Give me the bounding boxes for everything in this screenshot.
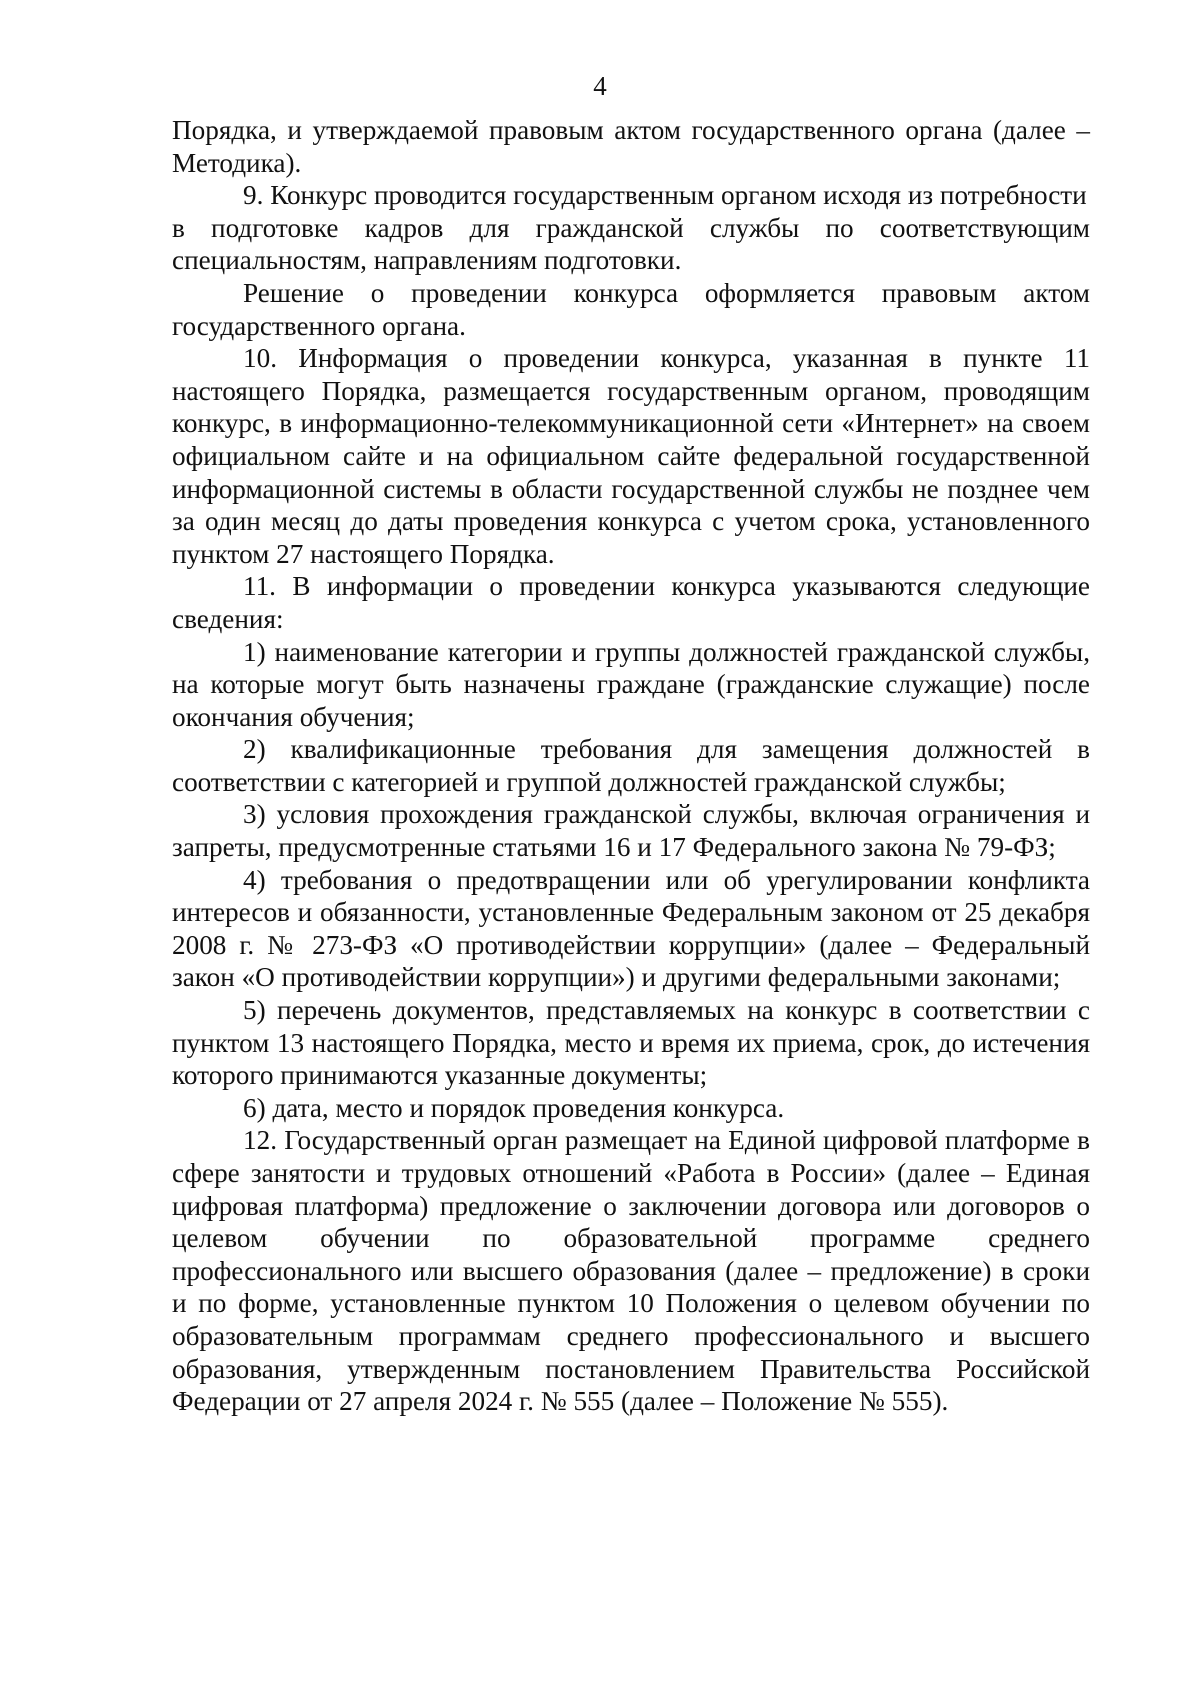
- list-item-1: 1) наименование категории и группы должностей гражданской службы, на которые могут быть назначены граждане (гражданские служащие) после окончания обучения;: [172, 636, 1090, 732]
- list-item-3: 3) условия прохождения гражданской службы, включая ограничения и запреты, предусмотренные статьями 16 и 17 Федерального закона № 79-ФЗ;: [172, 799, 1090, 863]
- paragraph-continuation: Порядка, и утверждаемой правовым актом государственного органа (далее – Методика).: [172, 115, 1090, 178]
- list-item-5: 5) перечень документов, представляемых на конкурс в соответствии с пунктом 13 настоящего Порядка, место и время их приема, срок, до истечения которого принимаются указанные документы;: [172, 995, 1090, 1091]
- list-item-6: 6) дата, место и порядок проведения конкурса.: [243, 1092, 785, 1123]
- paragraph-item-9: 9. Конкурс проводится государственным органом исходя из потребности: [243, 180, 1087, 211]
- paragraph-decision: Решение о проведении конкурса оформляется правовым актом государственного органа.: [172, 277, 1090, 341]
- list-item-2: 2) квалификационные требования для замещения должностей в соответствии с категорией и группой должностей гражданской службы;: [172, 734, 1090, 797]
- paragraph-item-12: 12. Государственный орган размещает на Единой цифровой платформе в сфере занятости и трудовых отношений «Работа в России» (далее – Единая цифровая платформа) предложение о заключении договора или договоров о целевом обучении по образовательной программе среднего профессионального или высшего образования (далее – предложение) в сроки и по форме, установленные пунктом 10 Положения о целевом обучении по образовательным программам среднего профессионального и высшего образования, утвержденным постановлением Правительства Российской Федерации от 27 апреля 2024 г. № 555 (далее – Положение № 555).: [172, 1125, 1090, 1417]
- list-item-4: 4) требования о предотвращении или об урегулировании конфликта интересов и обязанности, установленные Федеральным законом от 25 декабря 2008 г. № 273-ФЗ «О противодействии коррупции» (далее – Федеральный закон «О противодействии коррупции») и другими федеральными законами;: [172, 864, 1090, 993]
- paragraph-item-10: 10. Информация о проведении конкурса, указанная в пункте 11 настоящего Порядка, размещается государственным органом, проводящим конкурс, в информационно-телекоммуникационной сети «Интернет» на своем официальном сайте и на официальном сайте федеральной государственной информационной системы в области государственной службы не позднее чем за один месяц до даты проведения конкурса с учетом срока, установленного пунктом 27 настоящего Порядка.: [172, 343, 1090, 569]
- document-body: [172, 114, 1090, 1418]
- page-number: 4: [593, 71, 607, 101]
- paragraph-item-11: 11. В информации о проведении конкурса указываются следующие сведения:: [172, 571, 1090, 634]
- paragraph-item-9-continued: в подготовке кадров для гражданской службы по соответствующим специальностям, направлениям подготовки.: [172, 212, 1090, 276]
